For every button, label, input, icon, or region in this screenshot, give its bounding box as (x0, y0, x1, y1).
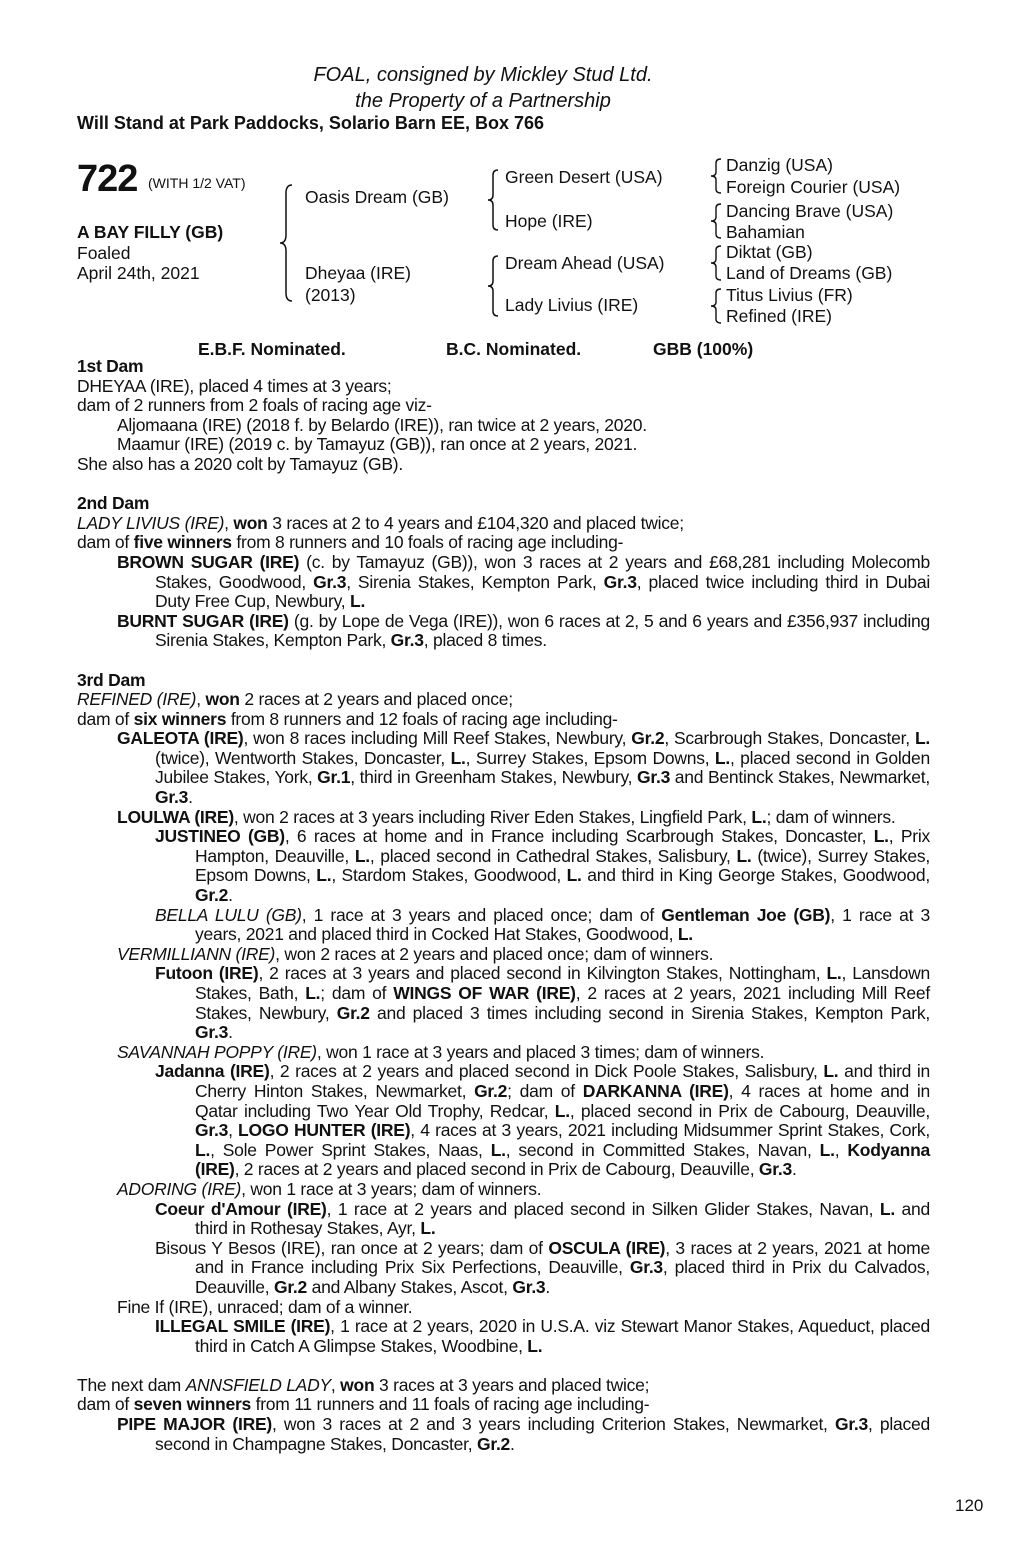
text-run: , third in Greenham Stakes, Newbury, (350, 767, 638, 788)
text-run: , won 2 races at 3 years including River Eden Stakes, Lingfield Park, (233, 806, 752, 827)
bold-text: GALEOTA (IRE) (117, 728, 244, 749)
pedigree-brace (709, 244, 725, 282)
pedigree-brace (278, 183, 298, 303)
bold-text: Jadanna (IRE) (155, 1061, 270, 1082)
text-run: , won 1 race at 3 years and placed 3 times; dam of winners. (316, 1041, 765, 1062)
text-run: ; dam of (507, 1080, 583, 1101)
text-run: Aljomaana (IRE) (2018 f. by Belardo (IRE)), ran twice at 2 years, 2020. (117, 414, 647, 435)
bold-text: six winners (133, 708, 227, 729)
bold-text: seven winners (133, 1394, 251, 1415)
italic-text: LADY LIVIUS (IRE) (77, 512, 225, 533)
bold-text: BROWN SUGAR (IRE) (117, 551, 300, 572)
bold-text: L. (527, 1335, 543, 1356)
produce-record (77, 1180, 930, 1200)
bold-text: Gr.3 (834, 1414, 869, 1435)
italic-text: REFINED (IRE) (77, 689, 197, 710)
italic-text: SAVANNAH POPPY (IRE) (117, 1041, 317, 1062)
text-run: dam of (77, 532, 134, 553)
bold-text: L. (554, 1100, 570, 1121)
bold-text: L. (873, 826, 889, 847)
produce-record (77, 1317, 930, 1356)
pedigree-sire-sire: Green Desert (USA) (505, 167, 663, 187)
produce-record (77, 514, 930, 534)
text-run: . (228, 1022, 233, 1043)
text-run: , (330, 1374, 341, 1395)
produce-record (77, 1062, 930, 1180)
text-run: DHEYAA (IRE), placed 4 times at 3 years; (77, 375, 392, 396)
bold-text: L. (305, 983, 321, 1003)
bold-text: Gr.3 (512, 1276, 546, 1297)
pedigree-brace (486, 168, 502, 232)
text-run: , Sirenia Stakes, Kempton Park, (346, 571, 604, 592)
pedigree-gen3: Refined (IRE) (726, 306, 833, 326)
text-run: and third in Rothesay Stakes, Ayr, (195, 1198, 930, 1239)
pedigree-brace (486, 254, 502, 318)
bold-text: Gr.2 (631, 728, 665, 749)
bc-nomination: B.C. Nominated. (446, 339, 582, 359)
text-run: . (228, 885, 233, 906)
pedigree-brace (709, 202, 725, 240)
text-run: (g. by Lope de Vega (IRE)), won 6 races at 2, 5 and 6 years and £356,937 including Sirenia Stakes, Kempton Park, (155, 610, 930, 651)
text-run: , Stardom Stakes, Goodwood, (331, 865, 567, 886)
dam-section (77, 671, 930, 1357)
text-run: , (224, 512, 234, 533)
text-run: ; dam of winners. (766, 806, 896, 827)
bold-text: Gr.2 (336, 1002, 370, 1023)
bold-text: five winners (133, 532, 232, 553)
section-heading: 3rd Dam (77, 669, 146, 690)
bold-text: Gr.2 (195, 885, 229, 906)
property-line: the Property of a Partnership (355, 90, 611, 112)
produce-record (77, 945, 930, 965)
produce-record (77, 612, 930, 651)
produce-record (77, 1298, 930, 1318)
bold-text: Gentleman Joe (GB) (661, 904, 831, 925)
text-run: , won 3 races at 2 and 3 years including Criterion Stakes, Newmarket, (271, 1414, 835, 1435)
bold-text: PIPE MAJOR (IRE) (117, 1414, 272, 1435)
pedigree-dam-year: (2013) (305, 285, 356, 305)
bold-text: Gr.3 (195, 1022, 229, 1043)
text-run: , won 8 races including Mill Reef Stakes, Newbury, (243, 728, 632, 749)
produce-record (77, 906, 930, 945)
text-run: Maamur (IRE) (2019 c. by Tamayuz (GB)), ran once at 2 years, 2021. (117, 434, 638, 455)
text-run: . (791, 1159, 797, 1180)
pedigree-sire-dam: Hope (IRE) (505, 211, 593, 231)
bold-text: L. (450, 747, 466, 768)
pedigree-brace (709, 157, 725, 195)
italic-text: BELLA LULU (GB) (155, 904, 302, 925)
pedigree-gen3: Foreign Courier (USA) (726, 177, 901, 197)
text-run: and third in Cherry Hinton Stakes, Newmarket, (195, 1061, 930, 1101)
text-run: , 6 races at home and in France including Scarbrough Stakes, Doncaster, (284, 826, 874, 847)
text-run: and placed 3 times including second in Sirenia Stakes, Kempton Park, (369, 1002, 930, 1023)
produce-record (77, 964, 930, 1042)
produce-record (77, 1200, 930, 1239)
bold-text: LOGO HUNTER (IRE) (238, 1120, 411, 1141)
text-run: , 2 races at 3 years and placed second in Kilvington Stakes, Nottingham, (258, 963, 827, 984)
pedigree-gen3: Dancing Brave (USA) (726, 201, 894, 221)
bold-text: Gr.3 (390, 630, 424, 651)
text-run: (twice), Surrey Stakes, Epsom Downs, (195, 845, 930, 886)
text-run: from 8 runners and 10 foals of racing age including- (231, 532, 624, 553)
pedigree-gen3: Land of Dreams (GB) (726, 263, 893, 283)
bold-text: Gr.3 (637, 767, 671, 788)
pedigree-gen3: Titus Livius (FR) (726, 285, 853, 305)
lot-number: 722 (77, 158, 138, 200)
bold-text: L. (826, 963, 842, 984)
text-run: , placed third in Prix du Calvados, Deauville, (195, 1257, 930, 1297)
bold-text: LOULWA (IRE) (117, 806, 234, 827)
produce-record (77, 690, 930, 710)
text-run: , (834, 1139, 848, 1160)
bold-text: Futoon (IRE) (155, 963, 259, 984)
text-run: dam of (77, 1394, 134, 1415)
text-run: The next dam (77, 1374, 186, 1395)
text-run: She also has a 2020 colt by Tamayuz (GB). (77, 453, 403, 474)
text-run: , 2 races at 2 years, 2021 including Mill Reef Stakes, Newbury, (195, 983, 931, 1023)
bold-text: Gr.2 (476, 1433, 511, 1454)
italic-text: VERMILLIANN (IRE) (117, 943, 276, 964)
text-run: , placed second in Cathedral Stakes, Salisbury, (369, 845, 737, 866)
bold-text: L. (714, 747, 730, 768)
text-run: ; dam of (320, 983, 394, 1003)
text-run: Bisous Y Besos (IRE), ran once at 2 years; dam of (155, 1237, 549, 1258)
section-heading: 2nd Dam (77, 493, 150, 514)
text-run: . (510, 1433, 515, 1454)
text-run: (c. by Tamayuz (GB)), won 3 races at 2 years and £68,281 including Molecomb Stakes, Goodwood, (155, 551, 930, 592)
text-run: , 1 race at 3 years and placed once; dam of (301, 904, 662, 925)
produce-record (77, 1395, 930, 1415)
bold-text: L. (195, 1139, 211, 1160)
produce-record (77, 533, 930, 553)
text-run: , (228, 1120, 239, 1141)
text-run: , placed second in Champagne Stakes, Doncaster, (155, 1414, 930, 1454)
text-run: from 8 runners and 12 foals of racing age including- (226, 708, 618, 729)
pedigree-gen3: Diktat (GB) (726, 242, 813, 262)
text-run: , 4 races at home and in Qatar including Two Year Old Trophy, Redcar, (195, 1080, 930, 1121)
stand-location: Will Stand at Park Paddocks, Solario Barn EE, Box 766 (77, 113, 544, 133)
text-run: , Prix Hampton, Deauville, (195, 826, 930, 866)
text-run: 2 races at 2 years and placed once; (239, 689, 513, 710)
bold-text: L. (566, 865, 582, 886)
text-run: , Sole Power Sprint Stakes, Naas, (210, 1139, 491, 1160)
bold-text: Gr.3 (758, 1159, 792, 1180)
produce-record (77, 396, 930, 416)
text-run: , 3 races at 2 years, 2021 at home and in France including Prix Six Perfections, Deauville, (195, 1237, 930, 1278)
text-run: Fine If (IRE), unraced; dam of a winner. (117, 1296, 413, 1317)
bold-text: L. (823, 1061, 839, 1082)
bold-text: L. (420, 1218, 436, 1239)
bold-text: L. (751, 806, 767, 827)
bold-text: Gr.3 (629, 1257, 663, 1278)
italic-text: ADORING (IRE) (117, 1178, 242, 1199)
bold-text: Gr.2 (273, 1276, 308, 1297)
bold-text: Gr.3 (155, 787, 189, 808)
gbb-rating: GBB (100%) (653, 339, 754, 359)
bold-text: L. (490, 1139, 506, 1160)
bold-text: won (205, 689, 240, 710)
foaled-date: April 24th, 2021 (77, 263, 200, 283)
text-run: , Scarbrough Stakes, Doncaster, (664, 728, 915, 749)
text-run: , 2 races at 2 years and placed second in Dick Poole Stakes, Salisbury, (269, 1061, 824, 1082)
produce-record (77, 377, 930, 397)
text-run: . (545, 1276, 551, 1297)
consignor-line: FOAL, consigned by Mickley Stud Ltd. (313, 64, 653, 86)
text-run: , Lansdown Stakes, Bath, (195, 963, 930, 1003)
vat-note: (WITH 1/2 VAT) (148, 175, 246, 191)
text-run: (twice), Wentworth Stakes, Doncaster, (155, 747, 451, 768)
text-run: , 1 race at 3 years, 2021 and placed third in Cocked Hat Stakes, Goodwood, (195, 904, 930, 945)
dam-section (77, 494, 930, 651)
bold-text: L. (677, 924, 693, 945)
produce-record (77, 710, 930, 730)
text-run: 3 races at 3 years and placed twice; (374, 1374, 650, 1395)
produce-record (77, 1415, 930, 1454)
dam-section (77, 357, 930, 475)
text-run: . (188, 787, 193, 808)
bold-text: L. (736, 845, 752, 866)
text-run: and Albany Stakes, Ascot, (307, 1276, 513, 1297)
bold-text: Gr.1 (317, 767, 351, 788)
ebf-nomination: E.B.F. Nominated. (198, 339, 346, 359)
text-run: , (196, 689, 206, 710)
text-run: , 1 race at 2 years, 2020 in U.S.A. viz Stewart Manor Stakes, Aqueduct, placed third in Catch A Glimpse Stakes, Woodbine, (195, 1316, 930, 1356)
pedigree-brace (709, 287, 725, 325)
text-run: , placed twice including third in Dubai Duty Free Cup, Newbury, (155, 571, 930, 612)
pedigree-dam: Dheyaa (IRE) (305, 263, 412, 283)
text-run: , 1 race at 2 years and placed second in Silken Glider Stakes, Navan, (326, 1198, 880, 1219)
text-run: , Surrey Stakes, Epsom Downs, (465, 747, 715, 768)
foaled-label: Foaled (77, 243, 131, 263)
produce-record (77, 455, 930, 475)
pedigree-dam-dam: Lady Livius (IRE) (505, 295, 639, 315)
bold-text: Kodyanna (IRE) (195, 1139, 930, 1180)
bold-text: Coeur d'Amour (IRE) (155, 1198, 327, 1219)
text-run: , second in Committed Stakes, Navan, (505, 1139, 820, 1160)
text-run: from 11 runners and 11 foals of racing age including- (251, 1394, 650, 1415)
page-number: 120 (955, 1496, 984, 1515)
produce-record (77, 1239, 930, 1298)
text-run: and third in King George Stakes, Goodwood, (581, 865, 930, 886)
bold-text: Gr.2 (474, 1080, 508, 1101)
text-run: 3 races at 2 to 4 years and £104,320 and placed twice; (267, 512, 684, 533)
produce-record (77, 808, 930, 828)
produce-record (77, 729, 930, 807)
bold-text: won (340, 1374, 375, 1395)
bold-text: ILLEGAL SMILE (IRE) (155, 1316, 331, 1337)
text-run: , placed 8 times. (423, 630, 547, 651)
bold-text: won (233, 512, 268, 533)
italic-text: ANNSFIELD LADY (185, 1374, 331, 1395)
text-run: dam of 2 runners from 2 foals of racing age viz- (77, 395, 432, 416)
text-run: , placed second in Prix de Cabourg, Deauville, (569, 1100, 930, 1121)
bold-text: JUSTINEO (GB) (155, 826, 285, 847)
bold-text: L. (819, 1139, 835, 1160)
bold-text: Gr.3 (313, 571, 347, 592)
produce-record (77, 435, 930, 455)
bold-text: L. (879, 1198, 895, 1219)
text-run: , 2 races at 2 years and placed second in Prix de Cabourg, Deauville, (234, 1159, 759, 1180)
section-heading: 1st Dam (77, 356, 144, 376)
pedigree-dam-sire: Dream Ahead (USA) (505, 253, 665, 273)
bold-text: OSCULA (IRE) (548, 1237, 666, 1258)
bold-text: DARKANNA (IRE) (582, 1080, 729, 1101)
produce-record (77, 1043, 930, 1063)
dam-line-body (77, 357, 930, 1474)
produce-record (77, 1376, 930, 1396)
pedigree-gen3: Bahamian (726, 222, 805, 242)
produce-record (77, 553, 930, 612)
bold-text: L. (316, 865, 332, 886)
bold-text: BURNT SUGAR (IRE) (117, 610, 289, 631)
dam-section (77, 1376, 930, 1454)
bold-text: Gr.3 (603, 571, 637, 592)
lot-name: A BAY FILLY (GB) (77, 222, 224, 242)
text-run: , 4 races at 3 years, 2021 including Midsummer Sprint Stakes, Cork, (410, 1120, 930, 1141)
pedigree-sire: Oasis Dream (GB) (305, 187, 449, 207)
bold-text: L. (914, 728, 930, 749)
text-run: , won 2 races at 2 years and placed once; dam of winners. (275, 943, 714, 964)
bold-text: L. (354, 845, 370, 866)
text-run: and Bentinck Stakes, Newmarket, (670, 767, 931, 788)
bold-text: WINGS OF WAR (IRE) (393, 983, 576, 1003)
text-run: , placed second in Golden Jubilee Stakes, York, (155, 747, 930, 788)
pedigree-gen3: Danzig (USA) (726, 155, 833, 175)
bold-text: Gr.3 (195, 1120, 229, 1141)
text-run: dam of (77, 708, 134, 729)
produce-record (77, 416, 930, 436)
text-run: , won 1 race at 3 years; dam of winners. (241, 1178, 542, 1199)
bold-text: L. (350, 591, 366, 612)
produce-record (77, 827, 930, 905)
